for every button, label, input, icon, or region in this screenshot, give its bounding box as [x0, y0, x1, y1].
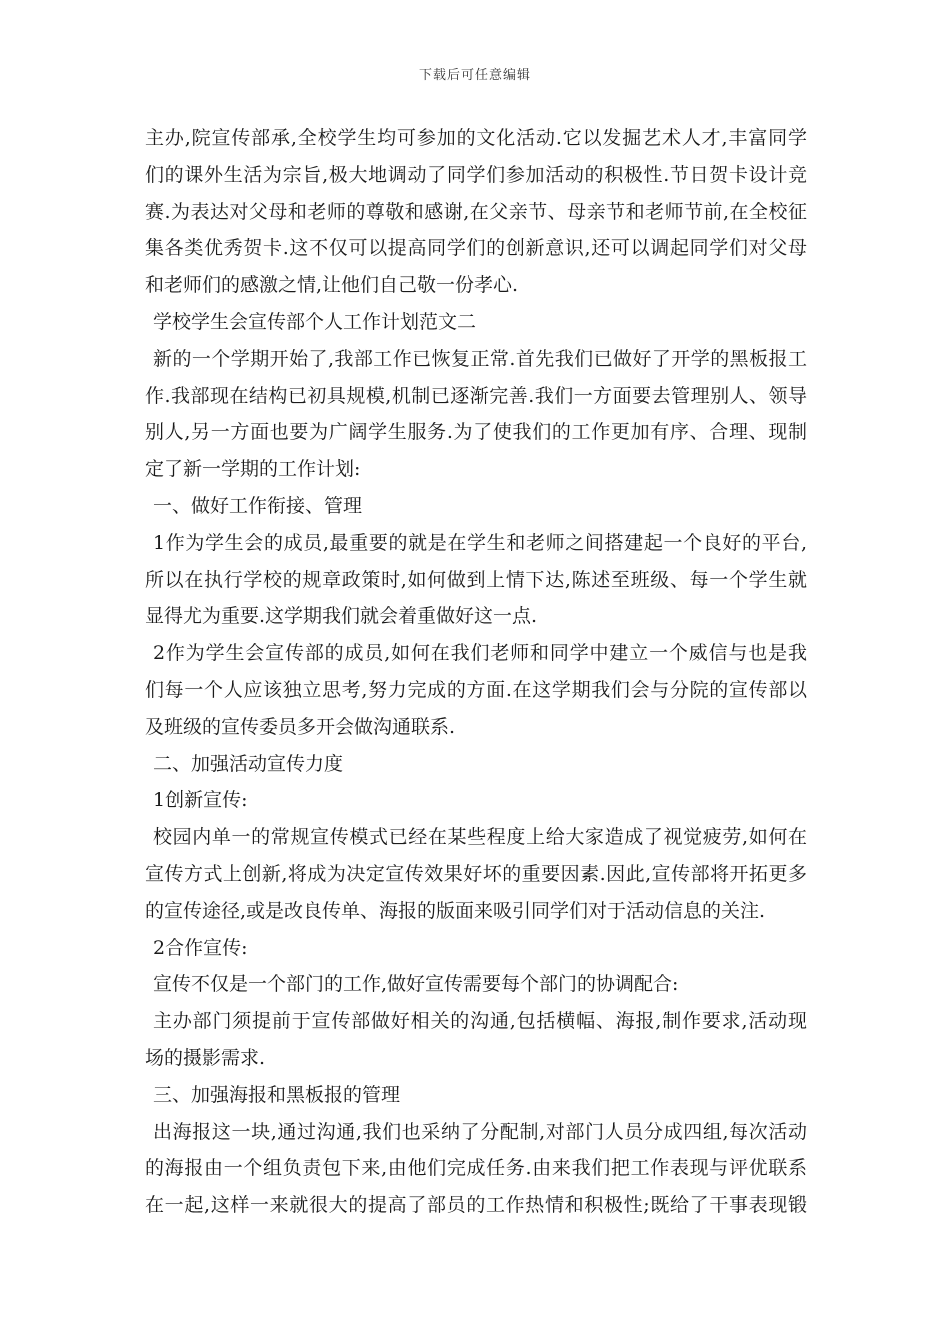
text-line: 在一起,这样一来就很大的提高了部员的工作热情和积极性;既给了干事表现锻	[145, 1194, 807, 1217]
text-line: 所以在执行学校的规章政策时,如何做到上情下达,陈述至班级、每一个学生就	[145, 568, 807, 591]
text-line: 场的摄影需求.	[145, 1046, 266, 1069]
page-header: 下载后可任意编辑	[418, 68, 531, 83]
text-line: 的宣传途径,或是改良传单、海报的版面来吸引同学们对于活动信息的关注.	[145, 899, 766, 922]
text-line: 出海报这一块,通过沟通,我们也采纳了分配制,对部门人员分成四组,每次活动	[153, 1120, 807, 1143]
document-body	[145, 120, 807, 1224]
text-line: 2作为学生会宣传部的成员,如何在我们老师和同学中建立一个威信与也是我	[153, 642, 807, 665]
text-line: 和老师们的感激之情,让他们自己敬一份孝心.	[145, 274, 519, 297]
text-line: 学校学生会宣传部个人工作计划范文二	[153, 310, 477, 333]
text-line: 校园内单一的常规宣传模式已经在某些程度上给大家造成了视觉疲劳,如何在	[153, 826, 807, 849]
text-line: 集各类优秀贺卡.这不仅可以提高同学们的创新意识,还可以调起同学们对父母	[145, 237, 807, 260]
text-line: 新的一个学期开始了,我部工作已恢复正常.首先我们已做好了开学的黑板报工	[153, 347, 807, 370]
text-line: 们每一个人应该独立思考,努力完成的方面.在这学期我们会与分院的宣传部以	[145, 678, 807, 701]
text-line: 显得尤为重要.这学期我们就会着重做好这一点.	[145, 605, 538, 628]
text-line: 二、加强活动宣传力度	[153, 752, 344, 775]
text-line: 1作为学生会的成员,最重要的就是在学生和老师之间搭建起一个良好的平台,	[153, 531, 807, 554]
text-line: 主办,院宣传部承,全校学生均可参加的文化活动.它以发掘艺术人才,丰富同学	[145, 127, 807, 149]
text-line: 1创新宣传:	[153, 789, 248, 812]
text-line: 2合作宣传:	[153, 936, 248, 959]
text-line: 宣传不仅是一个部门的工作,做好宣传需要每个部门的协调配合:	[153, 973, 679, 996]
text-line: 及班级的宣传委员多开会做沟通联系.	[145, 715, 456, 738]
text-line: 主办部门须提前于宣传部做好相关的沟通,包括横幅、海报,制作要求,活动现	[153, 1010, 807, 1033]
text-line: 们的课外生活为宗旨,极大地调动了同学们参加活动的积极性.节日贺卡设计竞	[145, 163, 807, 186]
text-line: 的海报由一个组负责包下来,由他们完成任务.由来我们把工作表现与评优联系	[145, 1157, 807, 1180]
text-line: 宣传方式上创新,将成为决定宣传效果好坏的重要因素.因此,宣传部将开拓更多	[145, 862, 807, 885]
text-line: 三、加强海报和黑板报的管理	[153, 1083, 401, 1106]
text-line: 定了新一学期的工作计划:	[145, 458, 361, 481]
text-line: 别人,另一方面也要为广阔学生服务.为了使我们的工作更加有序、合理、现制	[145, 421, 807, 444]
text-line: 赛.为表达对父母和老师的尊敬和感谢,在父亲节、母亲节和老师节前,在全校征	[145, 200, 807, 223]
text-line: 一、做好工作衔接、管理	[153, 494, 363, 517]
text-line: 作.我部现在结构已初具规模,机制已逐渐完善.我们一方面要去管理别人、领导	[145, 384, 807, 407]
